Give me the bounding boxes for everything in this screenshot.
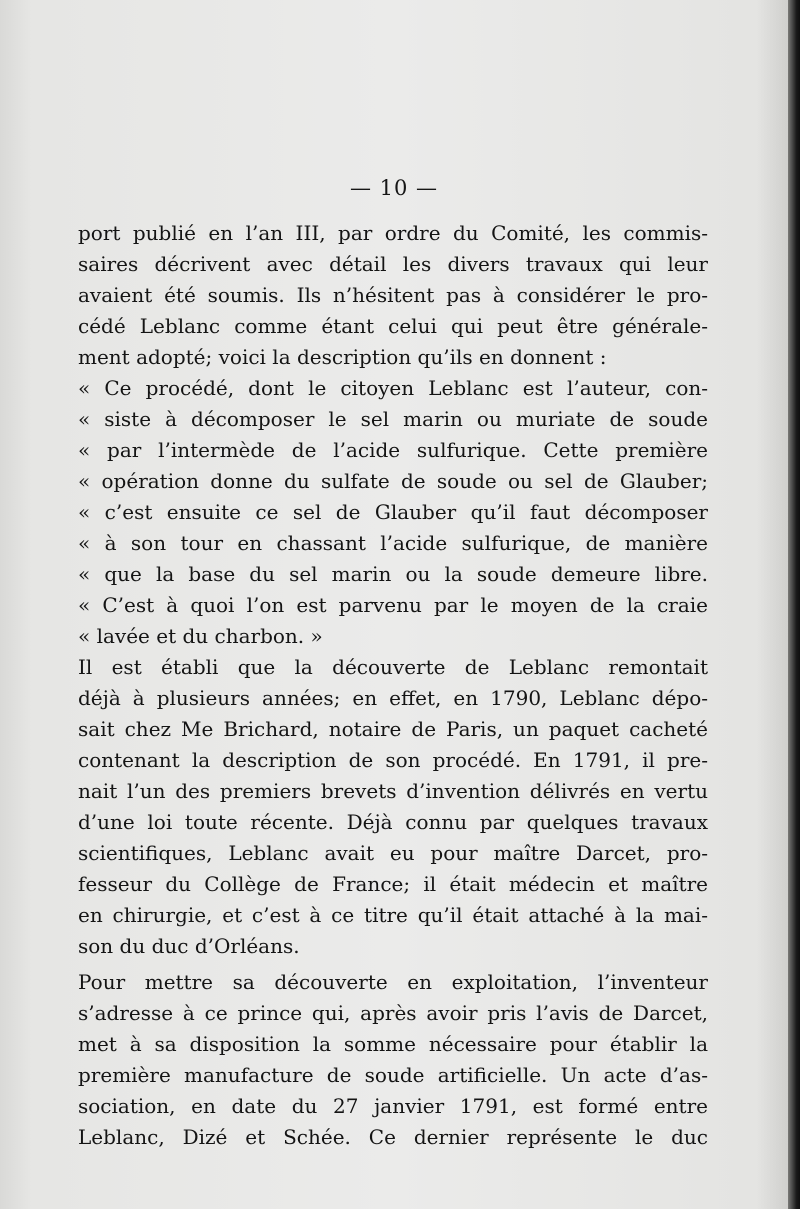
text-line: nait l’un des premiers brevets d’invention délivrés en vertu — [78, 779, 708, 803]
page-edge-shadow — [788, 0, 800, 1209]
text-line: Leblanc, Dizé et Schée. Ce dernier représente le duc — [78, 1125, 708, 1149]
text-line: « siste à décomposer le sel marin ou muriate de soude — [78, 407, 708, 431]
text-line: saires décrivent avec détail les divers travaux qui leur — [78, 252, 708, 276]
paragraph — [78, 967, 708, 1153]
text-line: première manufacture de soude artificielle. Un acte d’as- — [78, 1063, 708, 1087]
text-line: contenant la description de son procédé. En 1791, il pre- — [78, 748, 708, 772]
text-line: « Ce procédé, dont le citoyen Leblanc est l’auteur, con- — [78, 376, 708, 400]
text-line: « que la base du sel marin ou la soude demeure libre. — [78, 562, 708, 586]
text-line: Pour mettre sa découverte en exploitation, l’inventeur — [78, 970, 708, 994]
text-line: met à sa disposition la somme nécessaire pour établir la — [78, 1032, 708, 1056]
text-line: ment adopté; voici la description qu’ils en donnent : — [78, 345, 607, 369]
text-line: scientifiques, Leblanc avait eu pour maître Darcet, pro- — [78, 841, 708, 865]
paragraph — [78, 218, 708, 373]
text-line: Il est établi que la découverte de Leblanc remontait — [78, 655, 708, 679]
body-text — [78, 218, 708, 1153]
paragraph — [78, 652, 708, 962]
text-line: « à son tour en chassant l’acide sulfurique, de manière — [78, 531, 708, 555]
text-line: fesseur du Collège de France; il était médecin et maître — [78, 872, 708, 896]
text-line: sociation, en date du 27 janvier 1791, est formé entre — [78, 1094, 708, 1118]
text-line: cédé Leblanc comme étant celui qui peut être générale- — [78, 314, 708, 338]
text-line: « C’est à quoi l’on est parvenu par le moyen de la craie — [78, 593, 708, 617]
text-line: sait chez Me Brichard, notaire de Paris, un paquet cacheté — [78, 717, 708, 741]
text-line: d’une loi toute récente. Déjà connu par quelques travaux — [78, 810, 708, 834]
text-line: son du duc d’Orléans. — [78, 934, 300, 958]
text-line: déjà à plusieurs années; en effet, en 1790, Leblanc dépo- — [78, 686, 708, 710]
text-line: avaient été soumis. Ils n’hésitent pas à considérer le pro- — [78, 283, 708, 307]
page-number: — 10 — — [349, 176, 439, 200]
text-line: en chirurgie, et c’est à ce titre qu’il était attaché à la mai- — [78, 903, 708, 927]
text-line: s’adresse à ce prince qui, après avoir pris l’avis de Darcet, — [78, 1001, 708, 1025]
text-line: « lavée et du charbon. » — [78, 624, 323, 648]
text-line: « opération donne du sulfate de soude ou sel de Glauber; — [78, 469, 708, 493]
text-line: « c’est ensuite ce sel de Glauber qu’il faut décomposer — [78, 500, 708, 524]
text-line: « par l’intermède de l’acide sulfurique. Cette première — [78, 438, 708, 462]
text-line: port publié en l’an III, par ordre du Comité, les commis- — [78, 221, 708, 245]
quotation-paragraph — [78, 373, 708, 652]
